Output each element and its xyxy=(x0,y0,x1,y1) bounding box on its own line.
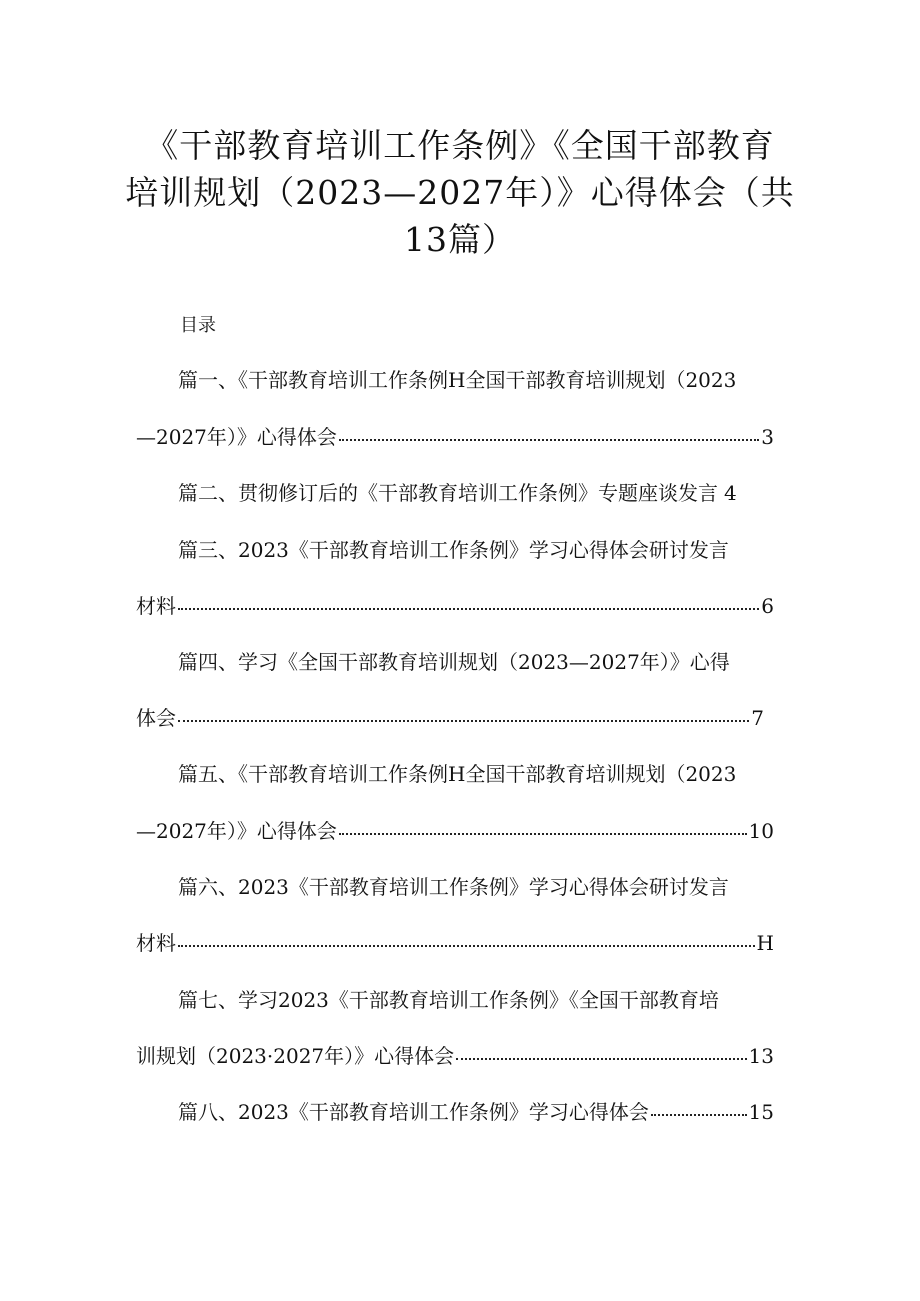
dot-leader xyxy=(339,832,747,835)
dot-leader xyxy=(178,944,755,947)
title-line-1: 《干部教育培训工作条例》《全国干部教育 xyxy=(145,126,775,165)
toc-page-number: 4 xyxy=(724,481,737,505)
toc-entry-3-line-2[interactable] xyxy=(136,590,774,619)
toc-entry-text: 篇四、学习《全国干部教育培训规划（2023—2027年）》心得 xyxy=(178,650,730,674)
toc-entry-text: 训规划（2023·2027年）》心得体会 xyxy=(136,1044,455,1068)
toc-page-number: 6 xyxy=(761,594,774,618)
toc-page-number: 10 xyxy=(748,819,774,843)
toc-entry-1-line-1[interactable] xyxy=(178,364,736,393)
toc-entry-7-line-1[interactable] xyxy=(178,984,719,1013)
toc-entry-text: 材料 xyxy=(136,594,176,618)
toc-entry-6-line-2[interactable] xyxy=(136,927,774,956)
toc-page-number: 7 xyxy=(751,706,764,730)
dot-leader xyxy=(651,1113,747,1116)
dot-leader xyxy=(178,607,759,610)
toc-entry-text: 材料 xyxy=(136,931,176,955)
toc-entry-text: 篇七、学习2023《干部教育培训工作条例》《全国干部教育培 xyxy=(178,988,719,1012)
dot-leader xyxy=(339,438,759,441)
document-title xyxy=(60,122,860,263)
title-line-3: 13篇） xyxy=(404,220,516,259)
toc-entry-text: 篇一、《干部教育培训工作条例H全国干部教育培训规划（2023 xyxy=(178,368,737,392)
toc-entry-5-line-2[interactable] xyxy=(136,815,774,844)
toc-page-number: H xyxy=(756,931,774,955)
dot-leader xyxy=(456,1057,746,1060)
toc-entry-7-line-2[interactable] xyxy=(136,1040,774,1069)
toc-entry-text: 篇五、《干部教育培训工作条例H全国干部教育培训规划（2023 xyxy=(178,762,737,786)
dot-leader xyxy=(178,719,749,722)
title-line-2: 培训规划（2023—2027年）》心得体会（共 xyxy=(125,173,795,212)
toc-page-number: 3 xyxy=(761,425,774,449)
toc-entry-1-line-2[interactable] xyxy=(136,421,774,450)
toc-page-number: 13 xyxy=(748,1044,774,1068)
toc-entry-5-line-1[interactable] xyxy=(178,758,736,787)
toc-entry-4-line-1[interactable] xyxy=(178,646,730,675)
toc-entry-text: 篇三、2023《干部教育培训工作条例》学习心得体会研讨发言 xyxy=(178,538,729,562)
toc-entry-text: 篇八、2023《干部教育培训工作条例》学习心得体会 xyxy=(178,1100,649,1124)
toc-entry-text: 篇二、贯彻修订后的《干部教育培训工作条例》专题座谈发言 xyxy=(178,481,718,505)
toc-entry-text: —2027年）》心得体会 xyxy=(136,819,337,843)
toc-entry-3-line-1[interactable] xyxy=(178,534,729,563)
toc-entry-text: 篇六、2023《干部教育培训工作条例》学习心得体会研讨发言 xyxy=(178,875,729,899)
toc-entry-2-line-1[interactable] xyxy=(178,477,737,506)
toc-entry-8-line-1[interactable] xyxy=(178,1096,774,1125)
toc-entry-6-line-1[interactable] xyxy=(178,871,729,900)
toc-entry-text: 体会 xyxy=(136,706,176,730)
toc-heading: 目录 xyxy=(180,315,216,336)
toc-page-number: 15 xyxy=(748,1100,774,1124)
toc-entry-4-line-2[interactable] xyxy=(136,702,764,731)
toc-entry-text: —2027年）》心得体会 xyxy=(136,425,337,449)
